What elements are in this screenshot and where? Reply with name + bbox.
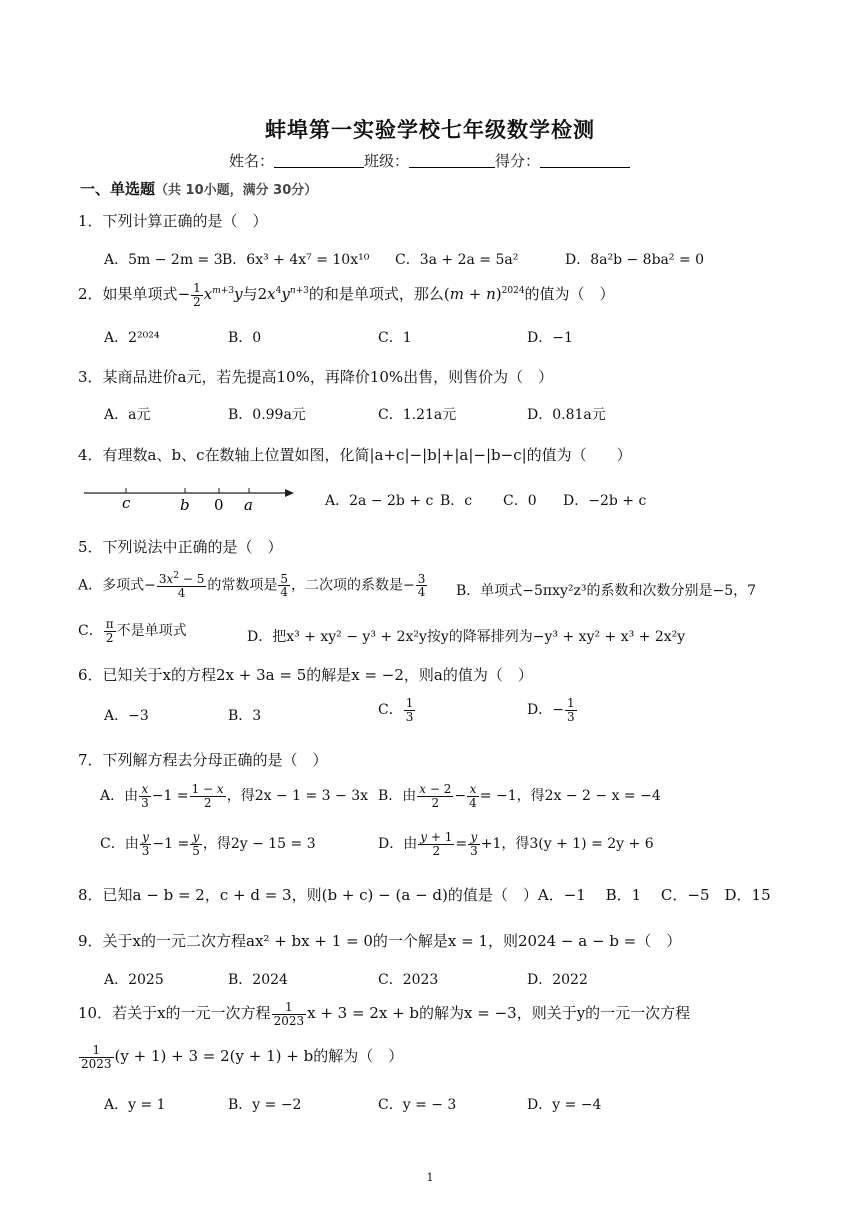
q5-option-d: D．把x³ + xy² − y³ + 2x²y按y的降幂排列为−y³ + xy² + x³ + 2x²y [247,629,686,645]
score-blank[interactable] [540,153,630,168]
page-number: 1 [426,1171,434,1184]
q10-option-d: D．y = −4 [527,1097,602,1113]
q9-option-b: B．2024 [228,972,288,988]
q2-expression: $(m + n)^{2024}$ [443,285,525,304]
q4-option-d: D．−2b + c [563,493,647,509]
q1-option-b: B．6x³ + 4x⁷ = 10x¹⁰ [222,252,370,268]
question-6-stem: 6．已知关于x的方程2x + 3a = 5的解是x = −2，则a的值为（ ） [78,666,533,684]
q10-option-b: B．y = −2 [228,1097,302,1113]
q6-option-b: B．3 [228,708,262,724]
question-4-stem: 4．有理数a、b、c在数轴上位置如图，化简|a+c|−|b|+|a|−|b−c|的值为（ ） [78,446,632,464]
q3-option-c: C．1.21a元 [378,407,457,423]
q6-option-c: C． $\frac{1}{3}$ [378,696,414,724]
page-title: 蚌埠第一实验学校七年级数学检测 [265,118,595,142]
q7-option-b: B．由 $\frac{x - 2}{2}$ − $\frac{x}{4}$ = −1，得2x − 2 − x = −4 [378,782,661,810]
q4-option-b: B．c [440,493,473,509]
question-3-stem: 3．某商品进价a元，若先提高10%，再降价10%出售，则售价为（ ） [78,368,554,386]
question-10-line-2: $\frac{1}{2023}$ (y + 1) + 3 = 2(y + 1) + b的解为（ ） [81,1043,404,1071]
name-label: 姓名： [229,152,275,170]
q4-option-a: A．2a − 2b + c [325,493,434,509]
number-line-figure [82,475,297,515]
class-blank[interactable] [409,153,495,168]
q7-option-a: A．由 $\frac{x}{3}$ −1 = $\frac{1 - x}{2}$ ，得2x − 1 = 3 − 3x [100,782,369,810]
question-8-stem: 8．已知a − b = 2，c + d = 3，则(b + c) − (a − d)的值是（ ）A．−1 B．1 C．−5 D．15 [78,886,771,904]
number-line-arrow [285,489,294,497]
q2-monomial-2: $2x^4y^{n+3}$ [257,285,309,304]
question-2-stem: 2．如果单项式− $\frac{1}{2}$ $x^{m+3}y$与$2x^4y^{n+3}$的和是单项式，那么$(m + n)^{2024}$的值为（ ） [78,281,615,309]
q6-option-d: D．− $\frac{1}{3}$ [527,696,575,724]
q1-option-c: C．3a + 2a = 5a² [395,252,519,268]
q2-monomial-1: − $\frac{1}{2}$ $x^{m+3}y$ [177,281,243,309]
question-5-stem: 5．下列说法中正确的是（ ） [78,538,283,556]
name-blank[interactable] [274,153,364,168]
q3-option-b: B．0.99a元 [228,407,306,423]
score-label: 得分： [495,152,541,170]
q2-option-a: A．2²⁰²⁴ [104,330,160,346]
q7-option-c: C．由 $\frac{y}{3}$ −1 = $\frac{y}{5}$ ，得2y − 15 = 3 [100,830,316,858]
q2-option-d: D．−1 [527,330,573,346]
question-9-stem: 9．关于x的一元二次方程ax² + bx + 1 = 0的一个解是x = 1，则2024 − a − b =（ ） [78,932,682,950]
q5-option-c: C． $\frac{\pi}{2}$ 不是单项式 [78,617,187,645]
student-info-line [229,150,630,171]
q5-option-b: B．单项式−5πxy²z³的系数和次数分别是−5，7 [456,583,757,599]
q2-option-c: C．1 [378,330,412,346]
section-note: （共 10小题，满分 30分） [155,183,318,198]
axis-label-0: 0 [214,496,224,514]
q5-option-a: A．多项式− $\frac{3x^2 - 5}{4}$ 的常数项是 $\frac{5}{4}$ ，二次项的系数是− $\frac{3}{4}$ [78,571,426,600]
question-1-stem: 1．下列计算正确的是（ ） [78,212,268,230]
q10-option-a: A．y = 1 [104,1097,166,1113]
axis-label-b: b [180,496,190,514]
q3-option-a: A．a元 [104,407,151,423]
axis-label-c: c [122,494,131,512]
q4-option-c: C．0 [503,493,537,509]
class-label: 班级： [364,152,410,170]
section-heading: 一、单选题（共 10小题，满分 30分） [80,180,318,198]
q9-option-a: A．2025 [104,972,164,988]
q1-option-d: D．8a²b − 8ba² = 0 [565,252,705,268]
question-7-stem: 7．下列解方程去分母正确的是（ ） [78,751,328,769]
q6-option-a: A．−3 [104,708,149,724]
q3-option-d: D．0.81a元 [527,407,606,423]
q1-option-a: A．5m − 2m = 3 [104,252,223,268]
question-10-line-1: 10．若关于x的一元一次方程 $\frac{1}{2023}$ x + 3 = 2x + b的解为x = −3，则关于y的一元一次方程 [78,1000,691,1028]
q2-option-b: B．0 [228,330,262,346]
q10-option-c: C．y = − 3 [378,1097,457,1113]
q9-option-c: C．2023 [378,972,439,988]
q9-option-d: D．2022 [527,972,588,988]
axis-label-a: a [244,496,253,514]
q7-option-d: D．由 $\frac{y + 1}{2}$ = $\frac{y}{3}$ +1，得3(y + 1) = 2y + 6 [378,830,654,858]
